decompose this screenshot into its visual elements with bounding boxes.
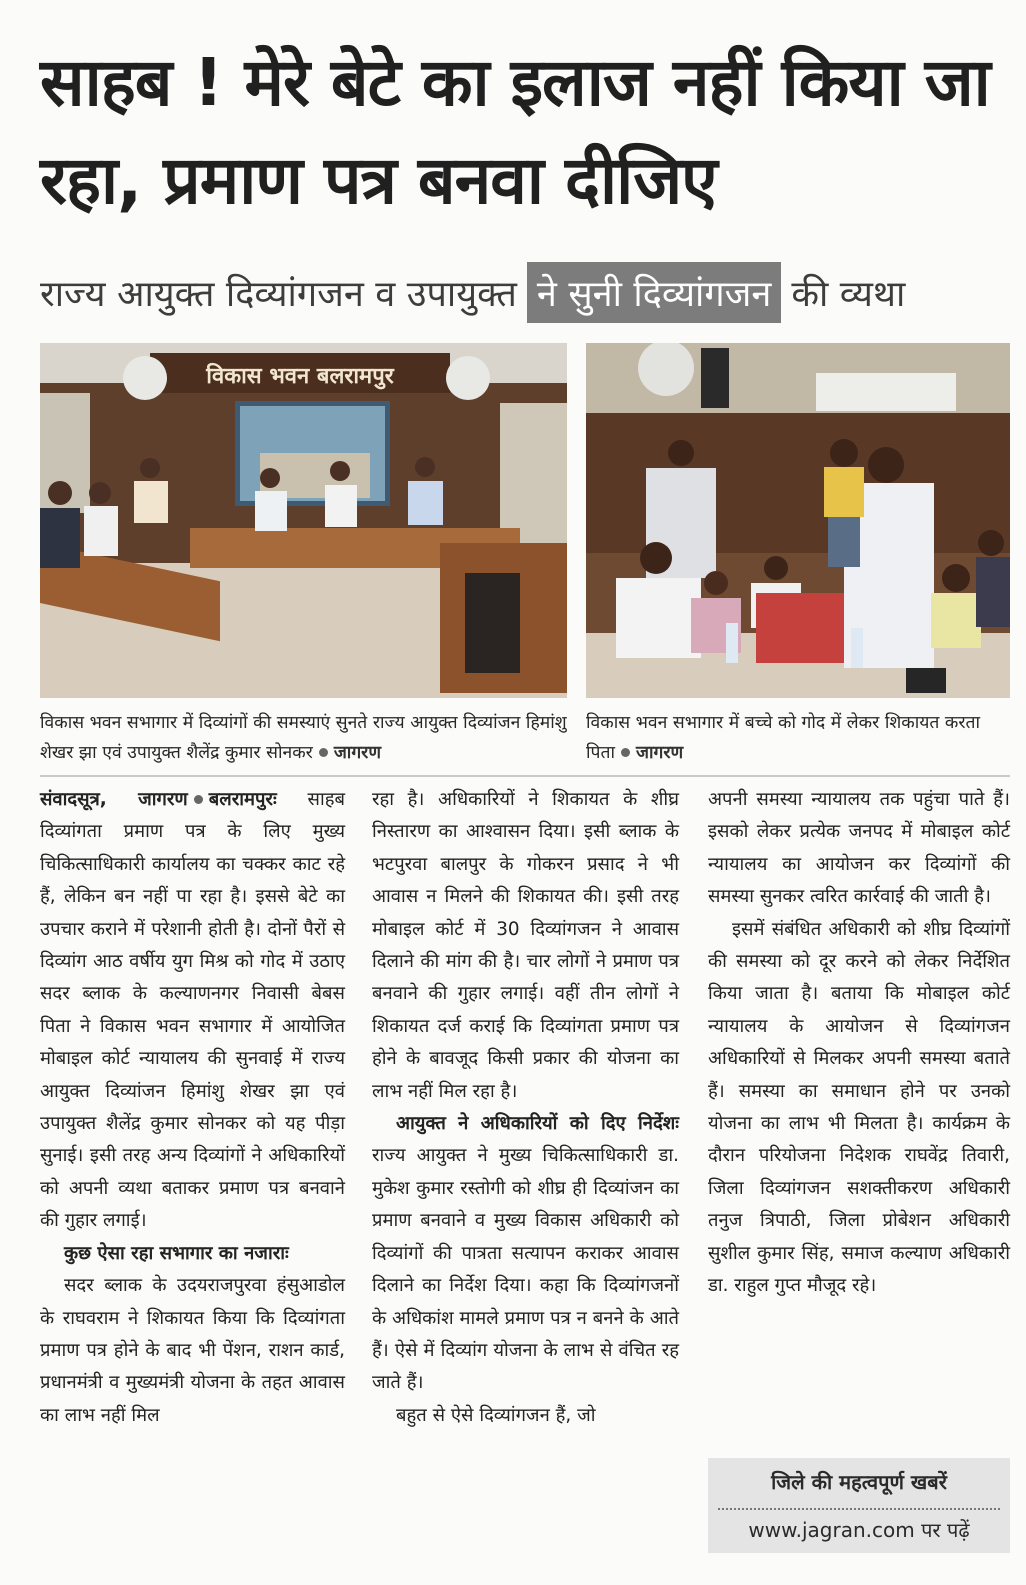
promo-url-link[interactable]: www.jagran.com पर पढ़ें xyxy=(748,1518,970,1542)
bullet-dot xyxy=(621,748,630,757)
paragraph-2-start: सदर ब्लाक के उदयराजपुरवा हंसुआडोल के राघवराम ने शिकायत किया कि दिव्यांगता प्रमाण पत्र होने के बाद भी पेंशन, राशन कार्ड, प्रधानमंत्री व मुख्यमंत्री योजना के तहत आवास का लाभ नहीं मिल xyxy=(40,1275,345,1426)
article-column-2 xyxy=(372,784,679,1432)
article-column-1 xyxy=(40,784,345,1432)
subheading-2: आयुक्त ने अधिकारियों को दिए निर्देशः xyxy=(396,1113,679,1135)
paragraph-5: इसमें संबंधित अधिकारी को शीघ्र दिव्यांगों की समस्या को दूर करने को लेकर निर्देशित किया जाता है। बताया कि मोबाइल कोर्ट न्यायालय के आयोजन से दिव्यांगजन अधिकारियों से मिलकर अपनी समस्या बताते हैं। समस्या का समाधान होने पर उनको योजना का लाभ भी मिलता है। कार्यक्रम के दौरान परियोजना निदेशक राघवेंद्र तिवारी, जिला दिव्यांगजन सशक्तीकरण अधिकारी तनुज त्रिपाठी, जिला प्रोबेशन अधिकारी सुशील कुमार सिंह, समाज कल्याण अधिकारी डा. राहुल गुप्त मौजूद रहे। xyxy=(708,918,1010,1297)
paragraph-1: साहब दिव्यांगता प्रमाण पत्र के लिए मुख्य चिकित्साधिकारी कार्यालय का चक्कर काट रहे हैं, लेकिन बन नहीं पा रहा है। इससे बेटे का उपचार कराने में परेशानी होती है। दोनों पैरों से दिव्यांग आठ वर्षीय युग मिश्र को गोद में उठाए सदर ब्लाक के कल्याणनगर निवासी बेबस पिता ने विकास भवन सभागार में आयोजित मोबाइल कोर्ट न्यायालय की सुनवाई में राज्य आयुक्त दिव्यांजन हिमांशु शेखर झा एवं उपायुक्त शैलेंद्र कुमार सोनकर को यह पीड़ा सुनाई। इसी तरह अन्य दिव्यांगों ने अधिकारियों को अपनी व्यथा बताकर प्रमाण पत्र बनवाने की गुहार लगाई। xyxy=(40,789,345,1232)
dateline-source: संवादसूत्र, जागरण xyxy=(40,789,188,810)
photo2-caption-text: विकास भवन सभागार में बच्चे को गोद में लेकर शिकायत करता पिता xyxy=(586,713,981,763)
bullet-dot xyxy=(194,795,203,804)
paragraph-2-cont: रहा है। अधिकारियों ने शिकायत के शीघ्र निस्तारण का आश्वासन दिया। इसी ब्लाक के भटपुरवा बालपुर के गोकरन प्रसाद ने भी आवास न मिलने की शिकायत की। इसी तरह मोबाइल कोर्ट में 30 दिव्यांगजन ने आवास दिलाने की मांग की है। चार लोगों ने प्रमाण पत्र बनवाने की गुहार लगाई। वहीं तीन लोगों ने शिकायत दर्ज कराई कि दिव्यांगता प्रमाण पत्र होने के बावजूद किसी प्रकार की योजना का लाभ नहीं मिल रहा है। xyxy=(372,789,679,1102)
photo-father-child-illustration xyxy=(586,343,1010,698)
photo1-credit: जागरण xyxy=(333,743,381,763)
subhead-highlight: ने सुनी दिव्यांगजन xyxy=(527,262,781,323)
subheadline xyxy=(40,255,1020,330)
promo-divider xyxy=(718,1508,1000,1510)
photo1-caption-text: विकास भवन सभागार में दिव्यांगों की समस्याएं सुनते राज्य आयुक्त दिव्यांजन हिमांशु शेखर झा एवं उपायुक्त शैलेंद्र कुमार सोनकर xyxy=(40,713,567,763)
subhead-after: की व्यथा xyxy=(791,274,906,315)
paragraph-4-cont: अपनी समस्या न्यायालय तक पहुंचा पाते हैं। इसको लेकर प्रत्येक जनपद में मोबाइल कोर्ट न्यायालय का आयोजन कर दिव्यांगों की समस्या सुनकर त्वरित कार्रवाई की जाती है। xyxy=(708,789,1010,908)
bullet-dot xyxy=(319,748,328,757)
photo-meeting-hall-illustration xyxy=(40,343,567,698)
promo-box[interactable] xyxy=(708,1458,1010,1553)
banner-text: विकास भवन बलरामपुर xyxy=(206,364,394,389)
dateline-place: बलरामपुरः xyxy=(208,789,277,810)
photo-meeting-hall xyxy=(40,343,567,698)
photo2-credit: जागरण xyxy=(635,743,684,763)
photo-father-child xyxy=(586,343,1010,698)
paragraph-3: राज्य आयुक्त ने मुख्य चिकित्साधिकारी डा. मुकेश कुमार रस्तोगी को शीघ्र ही दिव्यांजन का प्रमाण बनवाने व मुख्य विकास अधिकारी को दिव्यांगों की पात्रता सत्यापन कराकर आवास दिलाने का निर्देश दिया। कहा कि दिव्यांगजनों के अधिकांश मामले प्रमाण पत्र न बनने के आते हैं। ऐसे में दिव्यांग योजना के लाभ से वंचित रह जाते हैं। xyxy=(372,1145,679,1394)
promo-title: जिले की महत्वपूर्ण खबरें xyxy=(771,1470,947,1494)
article-column-3 xyxy=(708,784,1010,1303)
headline: साहब ! मेरे बेटे का इलाज नहीं किया जा रहा, प्रमाण पत्र बनवा दीजिए xyxy=(40,44,990,219)
photo2-caption xyxy=(586,708,1010,768)
photo1-caption xyxy=(40,708,575,768)
subhead-before: राज्य आयुक्त दिव्यांगजन व उपायुक्त xyxy=(40,274,517,315)
separator-rule xyxy=(40,775,1010,777)
paragraph-4-start: बहुत से ऐसे दिव्यांगजन हैं, जो xyxy=(396,1404,596,1426)
subheading-1: कुछ ऐसा रहा सभागार का नजाराः xyxy=(64,1242,289,1264)
